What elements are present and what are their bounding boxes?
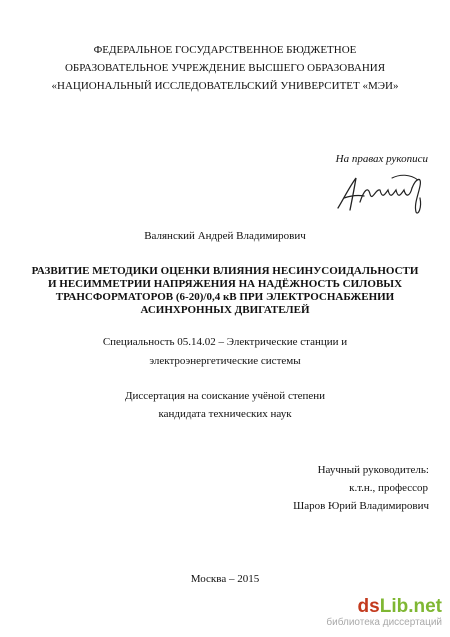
degree-line-2: кандидата технических наук xyxy=(158,408,292,420)
author-name: Валянский Андрей Владимирович xyxy=(144,230,306,242)
thesis-title-line-1: РАЗВИТИЕ МЕТОДИКИ ОЦЕНКИ ВЛИЯНИЯ НЕСИНУСОИДАЛЬНОСТИ xyxy=(31,265,419,277)
specialty-line-2: электроэнергетические системы xyxy=(149,355,301,367)
supervisor-label: Научный руководитель: xyxy=(317,464,429,476)
dslib-logo xyxy=(358,597,442,617)
supervisor-rank: к.т.н., профессор xyxy=(349,482,428,494)
signature-image xyxy=(330,168,432,218)
institution-line-1: ФЕДЕРАЛЬНОЕ ГОСУДАРСТВЕННОЕ БЮДЖЕТНОЕ xyxy=(93,44,357,56)
manuscript-note: На правах рукописи xyxy=(335,153,428,165)
specialty-line-1: Специальность 05.14.02 – Электрические станции и xyxy=(102,336,348,348)
institution-line-3: «НАЦИОНАЛЬНЫЙ ИССЛЕДОВАТЕЛЬСКИЙ УНИВЕРСИТЕТ «МЭИ» xyxy=(51,80,399,92)
thesis-title-line-3: ТРАНСФОРМАТОРОВ (6-20)/0,4 кВ ПРИ ЭЛЕКТРОСНАБЖЕНИИ xyxy=(55,291,395,303)
dslib-watermark xyxy=(326,596,442,631)
degree-line-1: Диссертация на соискание учёной степени xyxy=(124,390,326,402)
city-year: Москва – 2015 xyxy=(190,573,260,585)
thesis-title-line-2: И НЕСИММЕТРИИ НАПРЯЖЕНИЯ НА НАДЁЖНОСТЬ СИЛОВЫХ xyxy=(47,278,403,290)
dslib-subtitle: библиотека диссертаций xyxy=(326,617,442,628)
dslib-logo-ds: ds xyxy=(357,596,380,617)
institution-line-2: ОБРАЗОВАТЕЛЬНОЕ УЧРЕЖДЕНИЕ ВЫСШЕГО ОБРАЗОВАНИЯ xyxy=(64,62,386,74)
thesis-title-line-4: АСИНХРОННЫХ ДВИГАТЕЛЕЙ xyxy=(140,304,310,316)
dslib-logo-rest: Lib.net xyxy=(379,596,442,617)
supervisor-name: Шаров Юрий Владимирович xyxy=(293,500,429,512)
